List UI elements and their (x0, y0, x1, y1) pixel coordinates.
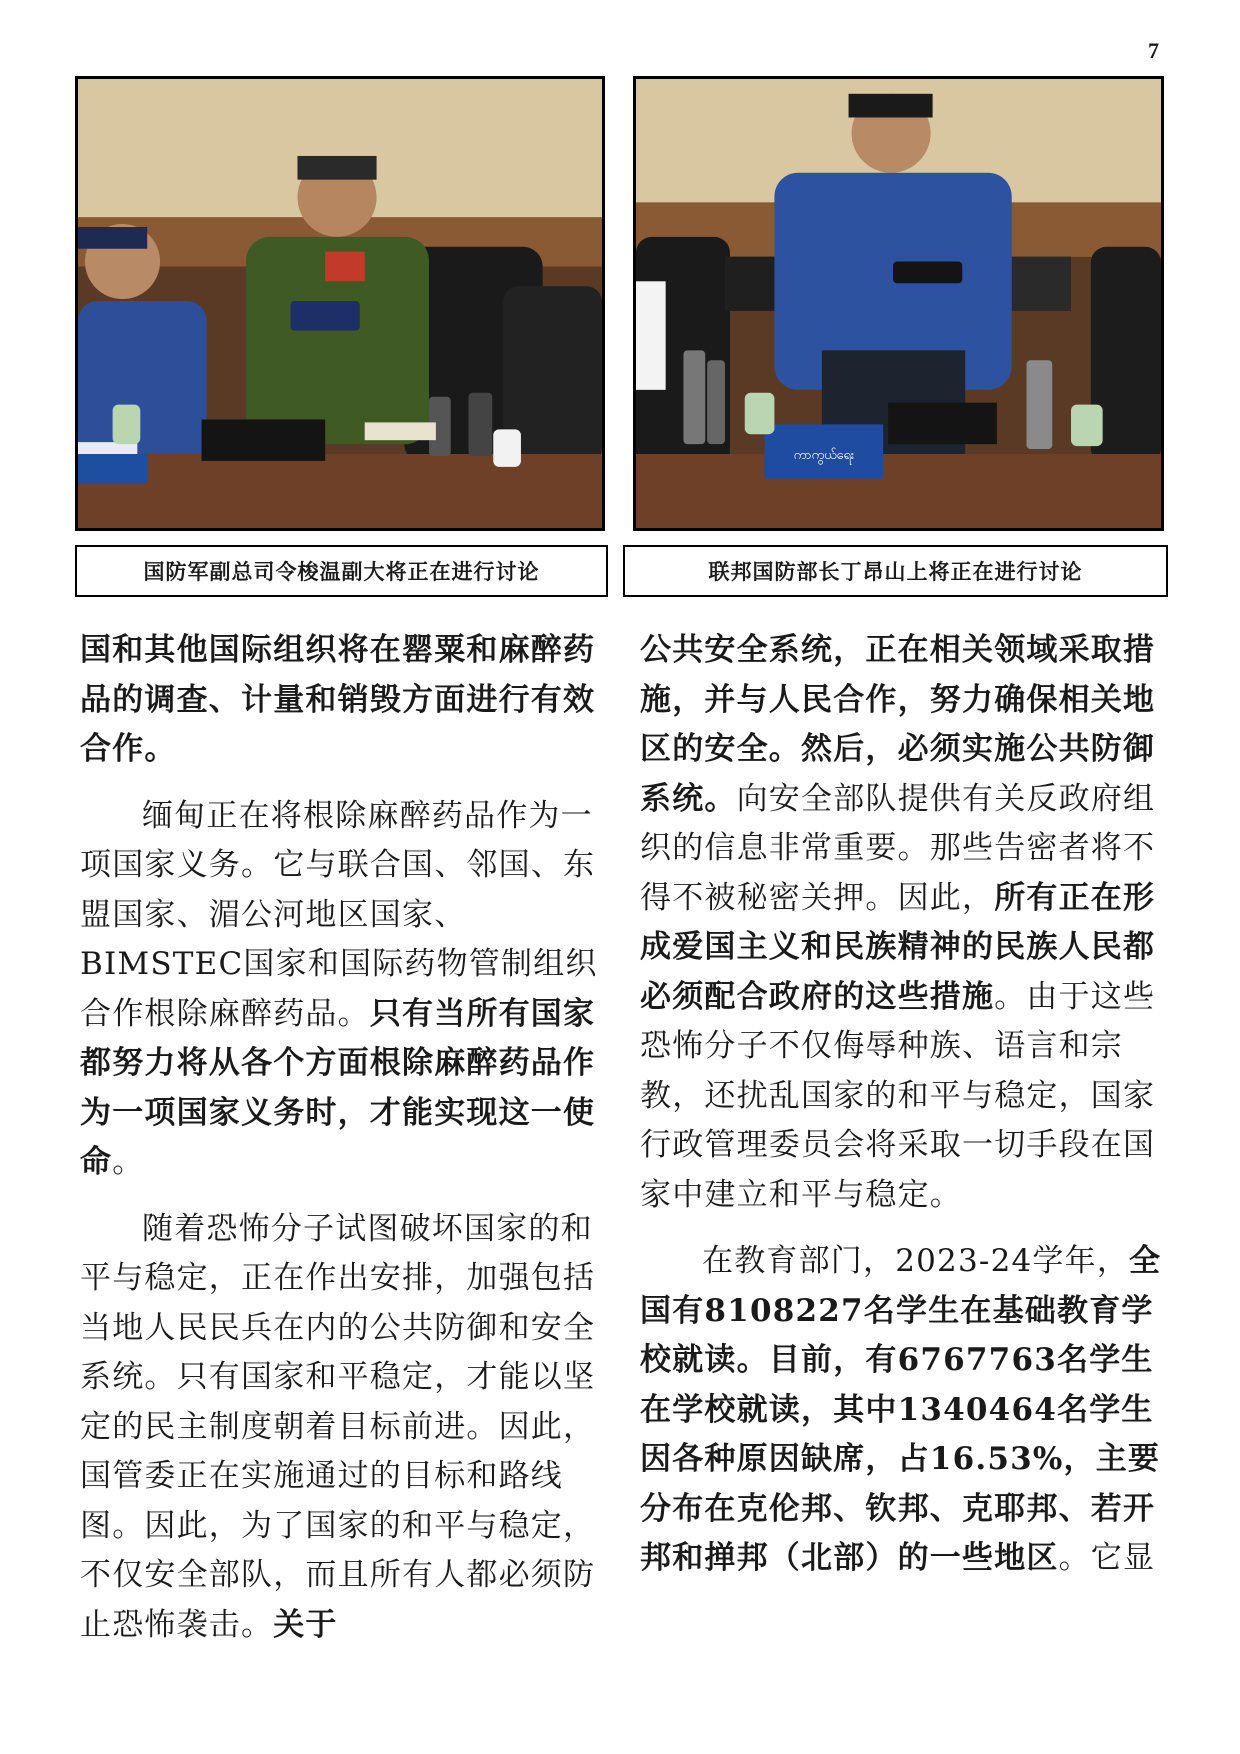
article-column-right (640, 626, 1170, 1584)
paragraph: 缅甸正在将根除麻醉药品作为一项国家义务。它与联合国、邻国、东盟国家、湄公河地区国家、BIMSTEC国家和国际药物管制组织合作根除麻醉药品。只有当所有国家都努力将从各个方面根除麻醉药品作为一项国家义务时，才能实现这一使命。 (80, 797, 598, 1180)
paragraph: 在教育部门，2023-24学年，全国有8108227名学生在基础教育学校就读。目前，有6767763名学生在学校就读，其中1340464名学生因各种原因缺席，占16.53%，主要分布在克伦邦、钦邦、克耶邦、若开邦和掸邦（北部）的一些地区。它显 (640, 1243, 1162, 1576)
paragraph: 公共安全系统，正在相关领域采取措施，并与人民合作，努力确保相关地区的安全。然后，必须实施公共防御系统。向安全部队提供有关反政府组织的信息非常重要。那些告密者将不得不被秘密关押。因此，所有正在形成爱国主义和民族精神的民族人民都必须配合政府的这些措施。由于这些恐怖分子不仅侮辱种族、语言和宗教，还扰乱国家的和平与稳定，国家行政管理委员会将采取一切手段在国家中建立和平与稳定。 (640, 632, 1156, 1213)
photo-caption-right: 联邦国防部长丁昂山上将正在进行讨论 (623, 545, 1168, 597)
photo-nameplate: ကာကွယ်ရေး (793, 447, 855, 463)
article-column-left (80, 626, 610, 1650)
page-number: 7 (1148, 38, 1159, 63)
paragraph: 随着恐怖分子试图破坏国家的和平与稳定，正在作出安排，加强包括当地人民民兵在内的公共防御和安全系统。只有国家和平稳定，才能以坚定的民主制度朝着目标前进。因此，国管委正在实施通过的目标和路线图。因此，为了国家的和平与稳定，不仅安全部队，而且所有人都必须防止恐怖袭击。关于 (80, 1210, 596, 1643)
photo-deputy-commander (75, 76, 605, 531)
photo-defense-minister (633, 76, 1164, 531)
photo-caption-left: 国防军副总司令梭温副大将正在进行讨论 (75, 545, 608, 597)
paragraph: 国和其他国际组织将在罂粟和麻醉药品的调查、计量和销毁方面进行有效合作。 (80, 632, 596, 767)
